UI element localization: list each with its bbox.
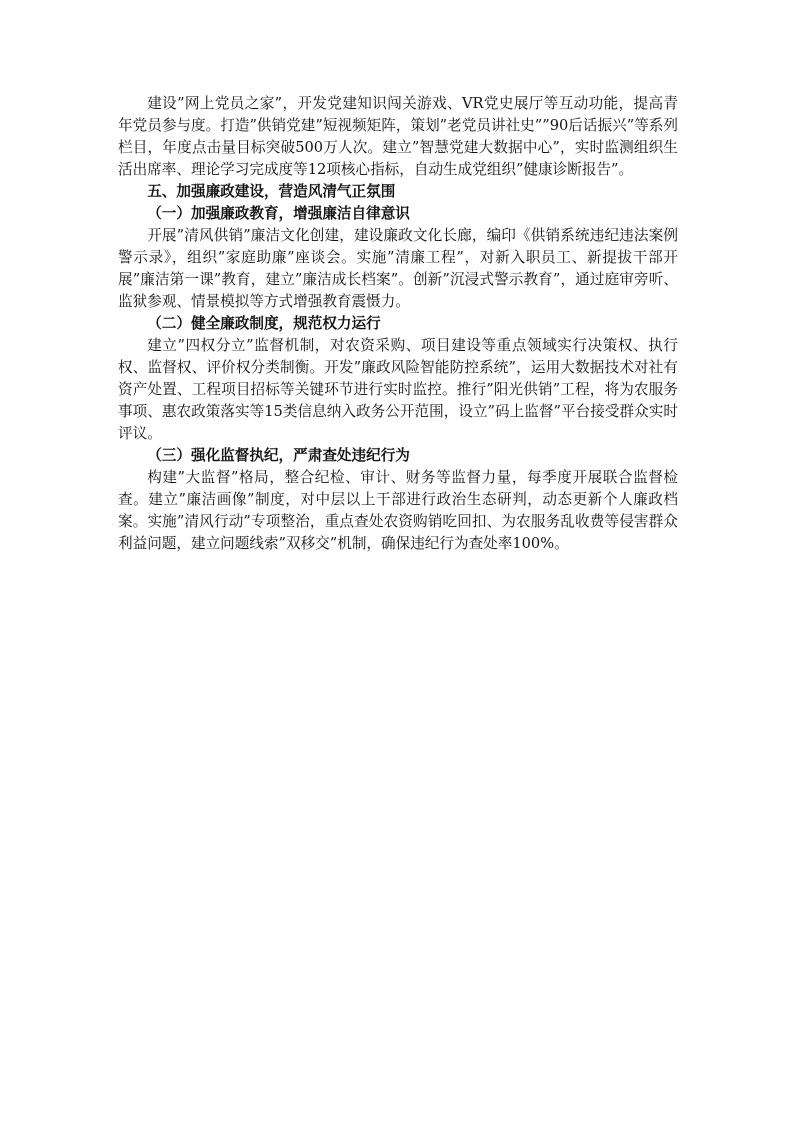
paragraph-integrity-education: 开展”清风供销”廉洁文化创建，建设廉政文化长廊，编印《供销系统违纪违法案例警示录》，组织”家庭助廉”座谈会。实施”清廉工程”，对新入职员工、新提拔干部开展”廉洁第一课”教育，建立”廉洁成长档案”。创新”沉浸式警示教育”，通过庭审旁听、监狱参观、情景模拟等方式增强教育震慑力。	[118, 227, 678, 310]
subheading-supervision: （三）强化监督执纪，严肃查处违纪行为	[147, 447, 410, 464]
document-page	[118, 93, 678, 555]
paragraph-integrity-system: 建立”四权分立”监督机制，对农资采购、项目建设等重点领域实行决策权、执行权、监督权、评价权分类制衡。开发”廉政风险智能防控系统”，运用大数据技术对社有资产处置、工程项目招标等关键环节进行实时监控。推行”阳光供销”工程，将为农服务事项、惠农政策落实等15类信息纳入政务公开范围，设立”码上监督”平台接受群众实时评议。	[118, 337, 678, 442]
subheading-integrity-education: （一）加强廉政教育，增强廉洁自律意识	[147, 205, 410, 222]
section-heading-integrity: 五、加强廉政建设，营造风清气正氛围	[147, 183, 396, 200]
paragraph-party-digital: 建设”网上党员之家”，开发党建知识闯关游戏、VR党史展厅等互动功能，提高青年党员参与度。打造”供销党建”短视频矩阵，策划”老党员讲社史””90后话振兴”等系列栏目，年度点击量目标突破500万人次。建立”智慧党建大数据中心”，实时监测组织生活出席率、理论学习完成度等12项核心指标，自动生成党组织”健康诊断报告”。	[118, 95, 678, 178]
subheading-integrity-system: （二）健全廉政制度，规范权力运行	[147, 315, 381, 332]
paragraph-supervision: 构建”大监督”格局，整合纪检、审计、财务等监督力量，每季度开展联合监督检查。建立”廉洁画像”制度，对中层以上干部进行政治生态研判，动态更新个人廉政档案。实施”清风行动”专项整治，重点查处农资购销吃回扣、为农服务乱收费等侵害群众利益问题，建立问题线索”双移交”机制，确保违纪行为查处率100%。	[118, 469, 678, 552]
